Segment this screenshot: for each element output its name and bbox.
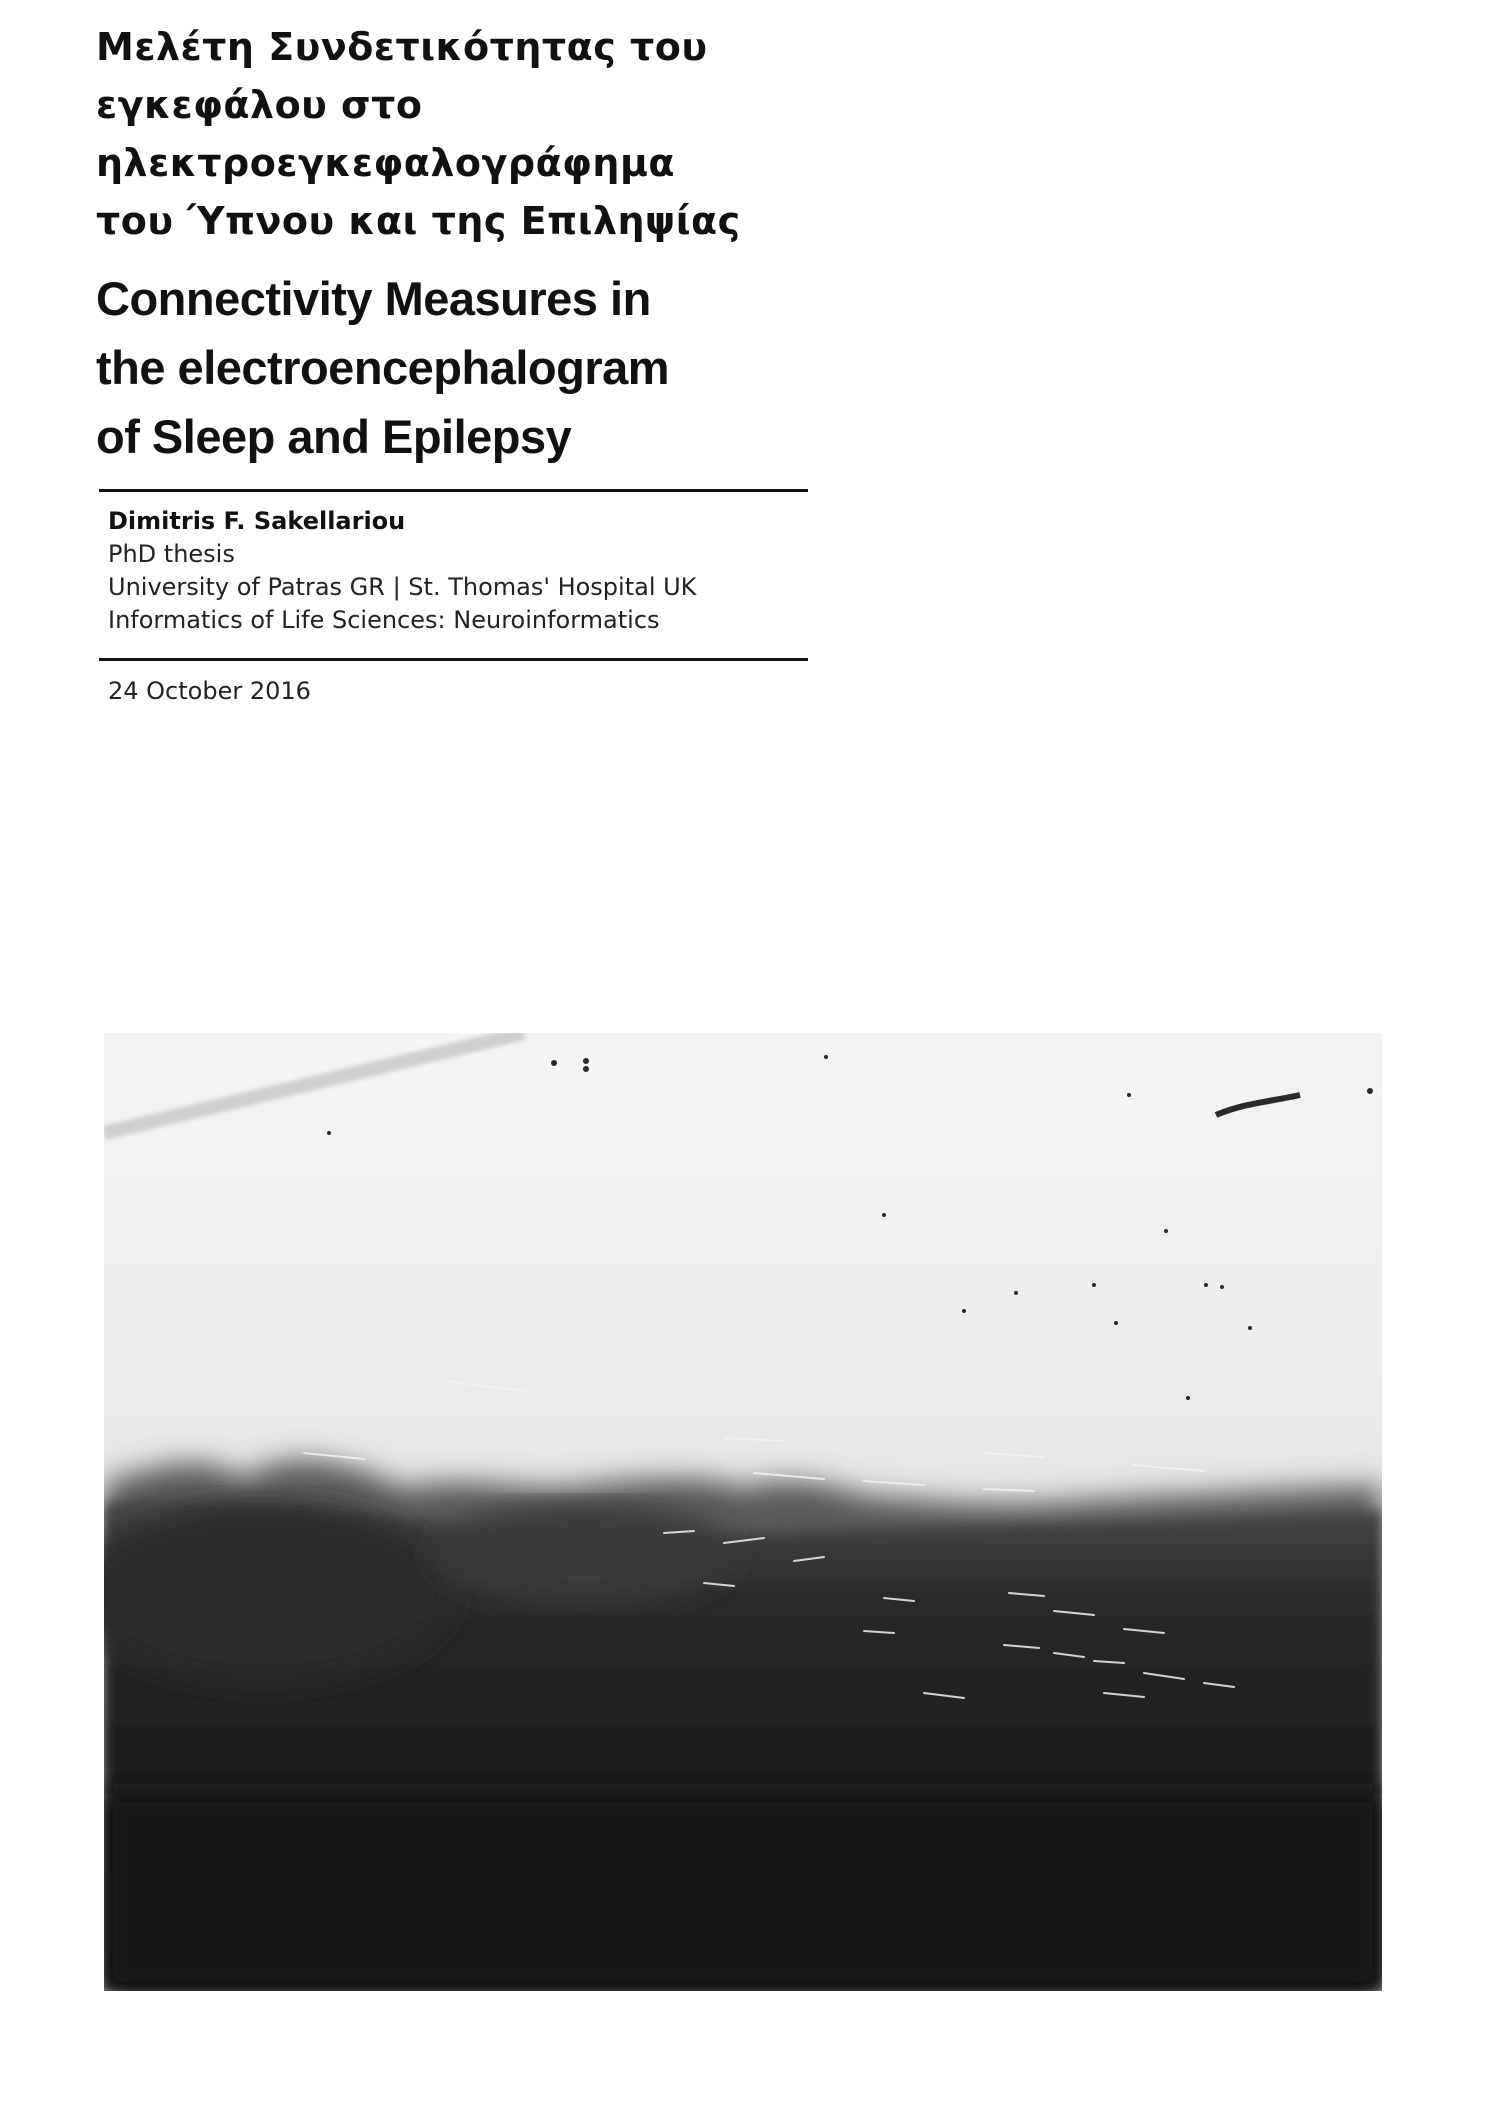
program: Informatics of Life Sciences: Neuroinformatics: [108, 606, 660, 634]
date: 24 October 2016: [108, 677, 311, 705]
shrub-middle: [434, 1503, 734, 1603]
author-name: Dimitris F. Sakellariou: [108, 507, 406, 535]
greek-title-line-1: Μελέτη Συνδετικότητας του: [96, 25, 708, 69]
cover-photograph: [104, 1033, 1382, 1991]
english-title-line-3: of Sleep and Epilepsy: [96, 410, 572, 463]
bottom-divider: [99, 658, 808, 661]
greek-title: [96, 18, 856, 250]
degree: PhD thesis: [108, 540, 235, 568]
foreground-shadow: [104, 1793, 1382, 1991]
english-title-line-2: the electroencephalogram: [96, 341, 670, 394]
greek-title-line-3: ηλεκτροεγκεφαλογράφημα: [96, 141, 676, 185]
top-divider: [99, 489, 808, 492]
greek-title-line-2: εγκεφάλου στο: [96, 83, 423, 127]
greek-title-line-4: του Ύπνου και της Επιληψίας: [96, 199, 741, 243]
author-block: [108, 505, 808, 637]
landscape-photo: [104, 1033, 1382, 1991]
institutions: University of Patras GR | St. Thomas' Hospital UK: [108, 573, 697, 601]
english-title: [96, 264, 856, 471]
english-title-line-1: Connectivity Measures in: [96, 272, 651, 325]
